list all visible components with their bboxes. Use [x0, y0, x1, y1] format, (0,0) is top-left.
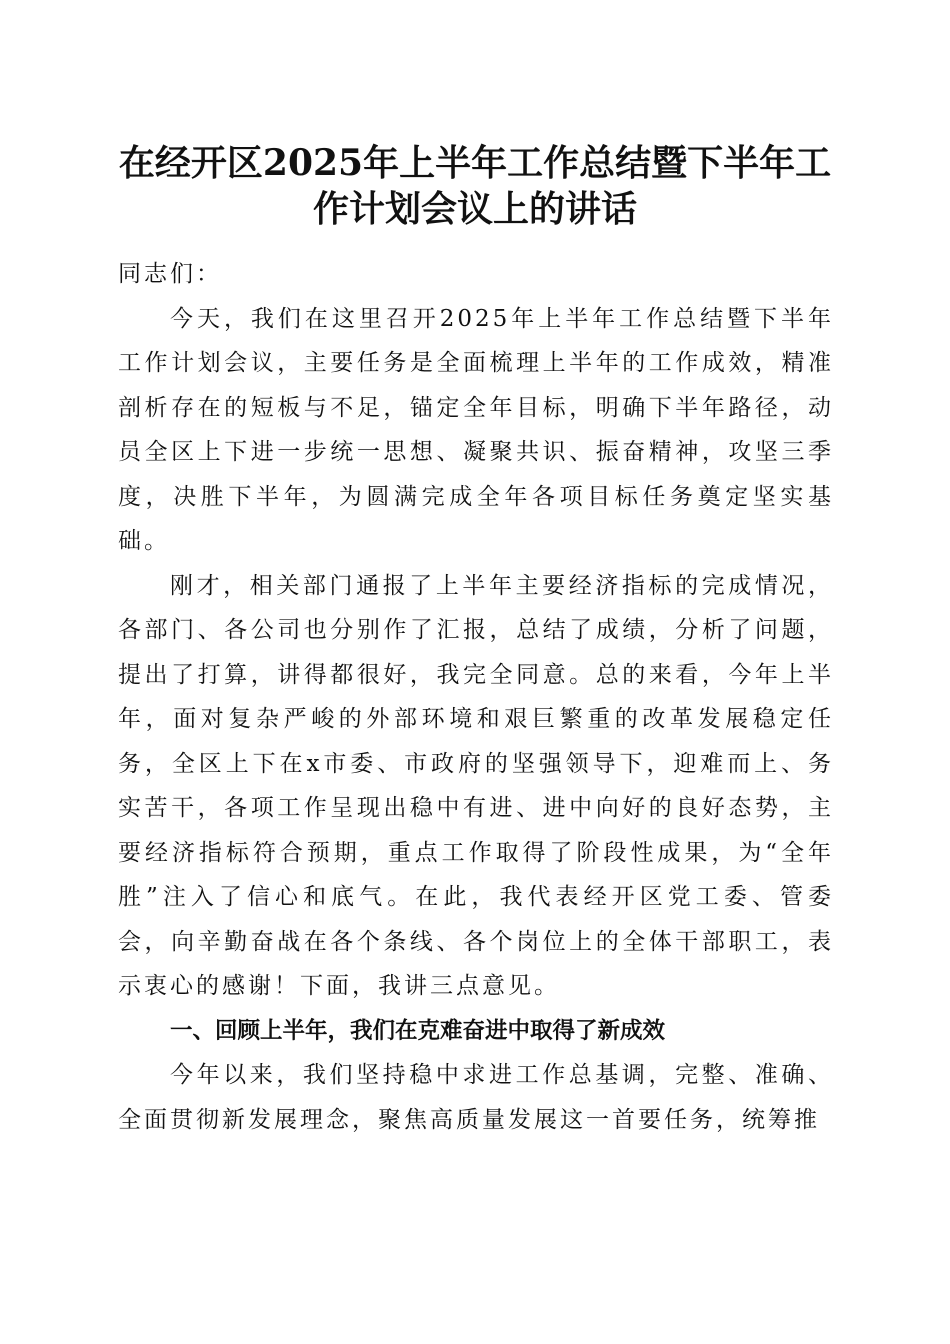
paragraph-review: 今年以来，我们坚持稳中求进工作总基调，完整、准确、全面贯彻新发展理念，聚焦高质量发展这一首要任务，统筹推	[118, 1062, 834, 1133]
document-body	[118, 252, 834, 1142]
title-line-1: 在经开区2025年上半年工作总结暨下半年工	[118, 142, 832, 184]
section-heading-1: 一、回顾上半年，我们在克难奋进中取得了新成效	[170, 1017, 666, 1044]
paragraph-summary: 刚才，相关部门通报了上半年主要经济指标的完成情况，各部门、各公司也分别作了汇报，总结了成绩，分析了问题，提出了打算，讲得都很好，我完全同意。总的来看，今年上半年，面对复杂严峻的外部环境和艰巨繁重的改革发展稳定任务，全区上下在x市委、市政府的坚强领导下，迎难而上、务实苦干，各项工作呈现出稳中有进、进中向好的良好态势，主要经济指标符合预期，重点工作取得了阶段性成果，为“全年胜”注入了信心和底气。在此，我代表经开区党工委、管委会，向辛勤奋战在各个条线、各个岗位上的全体干部职工，表示衷心的感谢！下面，我讲三点意见。	[118, 572, 834, 999]
title-line-2: 作计划会议上的讲话	[312, 188, 637, 230]
salutation: 同志们：	[118, 261, 222, 287]
paragraph-opening: 今天，我们在这里召开2025年上半年工作总结暨下半年工作计划会议，主要任务是全面梳理上半年的工作成效，精准剖析存在的短板与不足，锚定全年目标，明确下半年路径，动员全区上下进一步统一思想、凝聚共识、振奋精神，攻坚三季度，决胜下半年，为圆满完成全年各项目标任务奠定坚实基础。	[118, 305, 834, 554]
document-title	[100, 140, 850, 232]
